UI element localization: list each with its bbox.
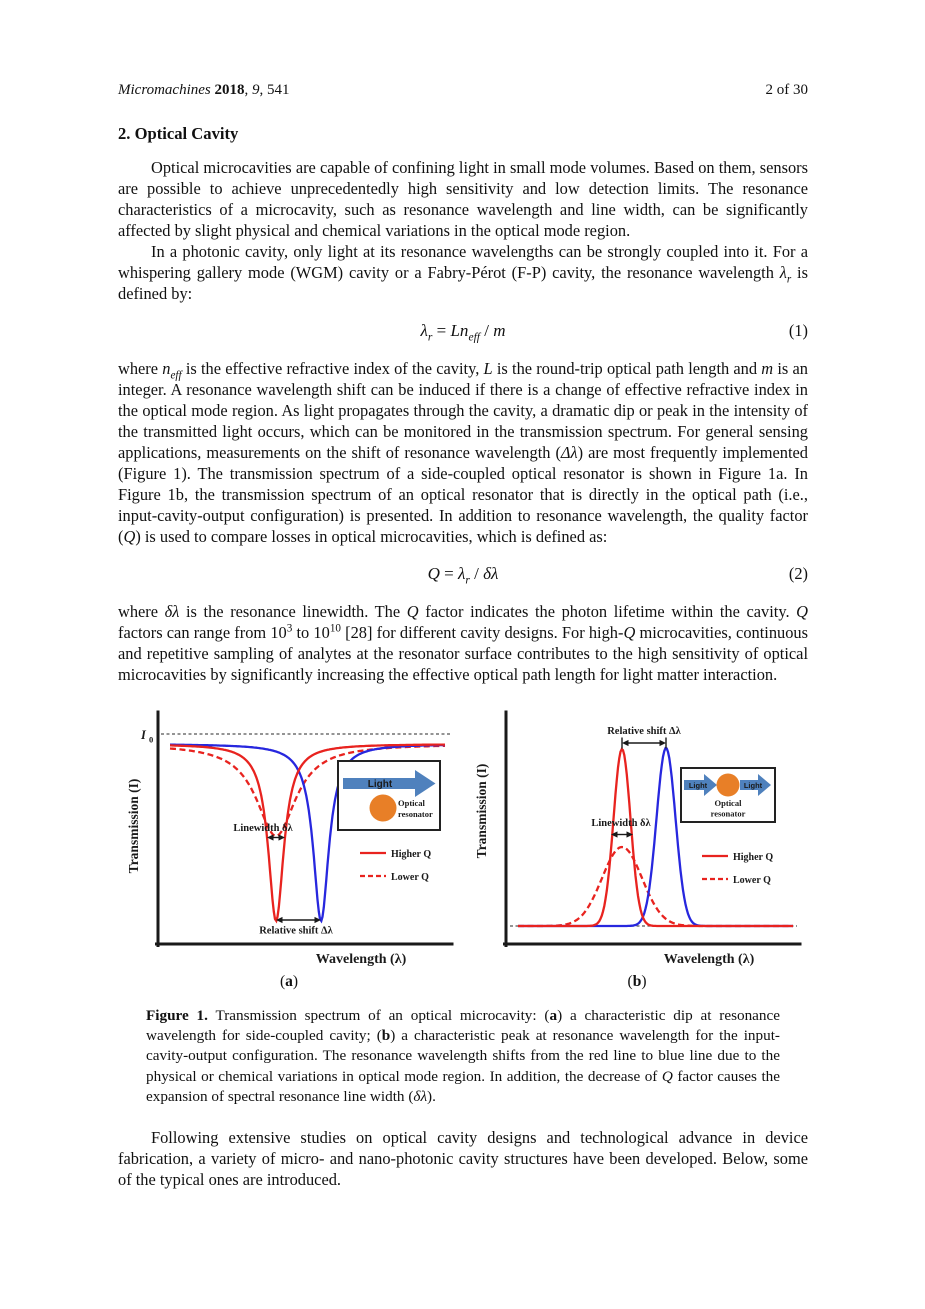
figure-caption: Figure 1. Transmission spectrum of an optical microcavity: (a) a characteristic dip at resonance wavelength for side-coupled cavity; (b) a characteristic peak at resonance wavelength for the input-cavity-output configuration. The resonance wavelength shifts from the red line to blue line due to the physical or chemical variations in optical mode region. In addition, the decrease of Q factor causes the expansion of spectral resonance line width (δλ).: [146, 1007, 780, 1105]
equation-2: [118, 563, 808, 585]
relative-shift-label: Relative shift Δλ: [607, 726, 681, 737]
equation-body: $\lambda_r = Ln_{eff} / m$: [420, 321, 506, 344]
linewidth-arrow-icon: [267, 834, 285, 840]
light-label: Light: [367, 779, 393, 790]
page-number: 2 of 30: [765, 82, 808, 98]
figure-panel-b: [472, 706, 802, 991]
relative-shift-arrow-icon: [276, 917, 321, 923]
light-label: Light: [688, 781, 708, 790]
linewidth-label: Linewidth δλ: [233, 823, 293, 834]
paragraph: where δλ is the resonance linewidth. The Q factor indicates the photon lifetime within the cavity. Q factors can range from $10^3$ to $10^{10}$ [28] for different cavity designs. For high-Q microcavities, continuous and repetitive sampling of analytes at the resonator surface contributes to the high sensitivity of optical microcavities by significantly increasing the effective optical path length for light matter interaction.: [118, 602, 809, 684]
resonator-schematic-inset: [338, 761, 440, 830]
paragraph: where $n_{eff}$ is the effective refractive index of the cavity, L is the round-trip optical path length and m is an integer. A resonance wavelength shift can be induced if there is a change of effective refractive index in the optical mode region. As light propagates through the cavity, a dramatic dip or peak in the intensity of the transmitted light occurs, which can be monitored in the transmission spectrum. For general sensing applications, measurements on the shift of resonance wavelength (Δλ) are most frequently implemented (Figure 1). The transmission spectrum of a side-coupled optical resonator is shown in Figure 1a. In Figure 1b, the transmission spectrum of an optical resonator that is directly in the optical path (i.e., input-cavity-output configuration) is presented. In addition to resonance wavelength, the quality factor (Q) is used to compare losses in optical microcavities, which is defined as:: [118, 359, 808, 546]
figure-panel-a: [124, 706, 454, 991]
paragraph: Following extensive studies on optical cavity designs and technological advance in device fabrication, a variety of micro- and nano-photonic cavity structures have been developed. Below, some of the typical ones are introduced.: [118, 1128, 808, 1190]
panel-a-plot: [124, 706, 454, 968]
x-axis-label: Wavelength (λ): [663, 952, 755, 967]
legend: [702, 852, 773, 886]
y-axis-label: Transmission (I): [474, 763, 489, 859]
equation-number: (2): [788, 564, 808, 583]
panel-a-label: (a): [279, 973, 299, 990]
light-label: Light: [743, 781, 763, 790]
relative-shift-arrow-icon: [622, 738, 666, 749]
journal-citation: Micromachines 2018, 9, 541: [118, 82, 290, 98]
resonator-label-line2: resonator: [398, 809, 433, 819]
linewidth-arrow-icon: [611, 831, 633, 837]
optical-resonator-icon: [717, 774, 740, 797]
paragraph: Optical microcavities are capable of confining light in small mode volumes. Based on them, sensors are possible to achieve unprecedentedly high sensitivity and low detection limits. The resonance characteristics of a microcavity, such as resonance wavelength and line width, can be significantly affected by slight physical and chemical variations in the optical mode region.: [118, 158, 808, 240]
linewidth-label: Linewidth δλ: [591, 818, 651, 829]
equation-1: [118, 320, 808, 342]
x-axis-label: Wavelength (λ): [315, 952, 407, 967]
panel-b-label: (b): [627, 973, 647, 990]
relative-shift-label: Relative shift Δλ: [259, 925, 333, 937]
legend-label-lower-q: Lower Q: [391, 872, 429, 883]
paragraph: In a photonic cavity, only light at its resonance wavelengths can be strongly coupled into it. For a whispering gallery mode (WGM) cavity or a Fabry-Pérot (F-P) cavity, the resonance wavelength $\lambda_r$ is defined by:: [118, 242, 808, 303]
i0-label: I: [141, 728, 146, 742]
equation-number: (1): [788, 321, 808, 340]
resonator-label-line1: Optical: [398, 798, 425, 808]
i0-subscript: 0: [149, 734, 154, 745]
y-axis-label: Transmission (I): [126, 778, 141, 874]
figure-1: [118, 706, 808, 991]
legend-label-higher-q: Higher Q: [391, 849, 432, 860]
legend-label-lower-q: Lower Q: [733, 875, 771, 886]
section-heading: 2. Optical Cavity: [118, 124, 239, 143]
equation-body: $Q = \lambda_r / \delta\lambda$: [427, 564, 499, 587]
page-header: [118, 82, 808, 99]
legend-label-higher-q: Higher Q: [733, 852, 774, 863]
resonator-label-line1: Optical: [714, 798, 742, 808]
resonator-schematic-inset: [681, 768, 775, 822]
optical-resonator-icon: [370, 795, 397, 822]
legend: [360, 849, 431, 883]
resonator-label-line2: resonator: [710, 808, 746, 819]
panel-b-plot: [472, 706, 802, 968]
